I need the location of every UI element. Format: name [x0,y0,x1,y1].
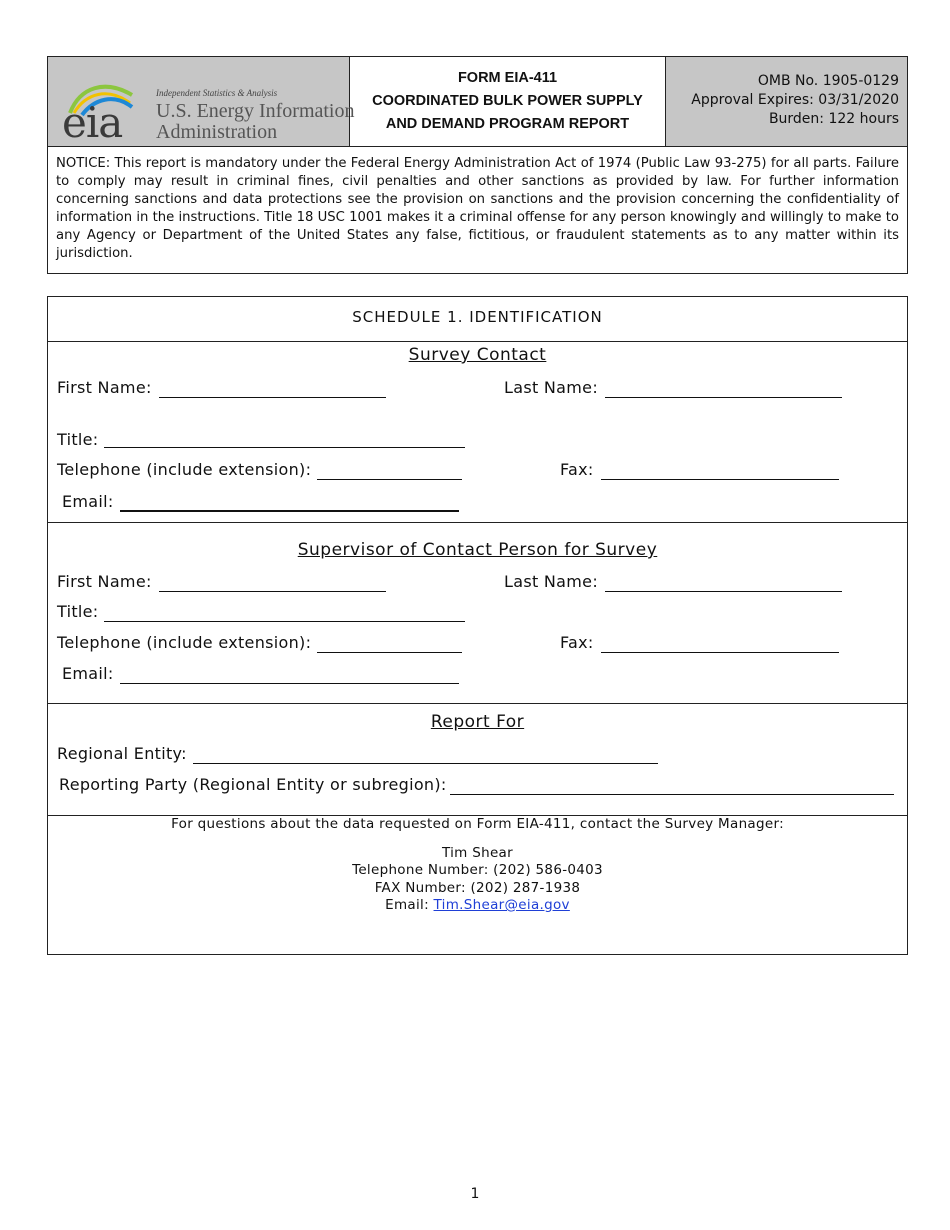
omb-info [666,57,907,146]
contact-telephone-label: Telephone (include extension): [57,460,312,479]
form-header [47,56,908,147]
form-title [350,57,666,146]
form-number: FORM EIA-411 [457,70,558,86]
manager-email-link[interactable]: Tim.Shear@eia.gov [433,897,570,913]
survey-contact-section [48,341,907,523]
contact-email-label: Email: [62,492,114,511]
eia-name-line1: U.S. Energy Information [156,100,355,122]
form-title-line3: AND DEMAND PROGRAM REPORT [385,116,630,132]
supervisor-first-name-label: First Name: [57,572,152,591]
supervisor-heading: Supervisor of Contact Person for Survey [297,540,658,560]
report-for-section [48,703,907,816]
contact-telephone-field[interactable] [317,479,462,480]
contact-fax-field[interactable] [601,479,839,480]
supervisor-title-field[interactable] [104,621,465,622]
schedule-identification [47,296,908,955]
supervisor-last-name-field[interactable] [605,591,842,592]
eia-logo [48,57,355,147]
contact-title-label: Title: [57,430,99,449]
notice-text: NOTICE: This report is mandatory under the Federal Energy Administration Act of 1974 (Public Law 93-275) for all parts. Failure to comply may result in criminal fines, civil penalties and other sanctions as provided by law. For further information concerning sanctions and data protections see the provision on sanctions and the provision concerning the confidentiality of information in the instructions. Title 18 USC 1001 makes it a criminal offense for any person knowingly and willingly to make to any Agency or Department of the United States any false, fictitious, or fraudulent statements as to any matter within its jurisdiction. [47,146,908,274]
manager-email-label: Email: [385,897,434,913]
manager-telephone: Telephone Number: (202) 586-0403 [352,862,603,878]
supervisor-fax-field[interactable] [601,652,839,653]
reporting-party-label: Reporting Party (Regional Entity or subregion): [59,775,447,794]
approval-expires: Approval Expires: 03/31/2020 [691,92,899,108]
eia-logo-text: eia [62,98,123,147]
supervisor-email-label: Email: [62,664,114,683]
contact-title-field[interactable] [104,447,465,448]
survey-contact-heading: Survey Contact [408,345,547,365]
supervisor-telephone-field[interactable] [317,652,462,653]
contact-first-name-label: First Name: [57,378,152,397]
supervisor-section [48,522,907,704]
schedule-title: SCHEDULE 1. IDENTIFICATION [48,297,907,342]
form-title-line2: COORDINATED BULK POWER SUPPLY [372,93,643,109]
eia-tagline: Independent Statistics & Analysis [156,88,278,98]
contact-first-name-field[interactable] [159,397,386,398]
contact-last-name-field[interactable] [605,397,842,398]
omb-number: OMB No. 1905-0129 [757,73,899,89]
supervisor-fax-label: Fax: [560,633,594,652]
report-for-heading: Report For [430,712,525,732]
manager-fax: FAX Number: (202) 287-1938 [374,879,581,896]
contact-fax-label: Fax: [560,460,594,479]
supervisor-last-name-label: Last Name: [504,572,599,591]
supervisor-title-label: Title: [57,602,99,621]
contact-last-name-label: Last Name: [504,378,599,397]
supervisor-email-field[interactable] [120,683,459,684]
contact-email-field[interactable] [120,510,459,512]
burden-hours: Burden: 122 hours [768,111,899,127]
regional-entity-field[interactable] [193,763,658,764]
supervisor-telephone-label: Telephone (include extension): [57,633,312,652]
page-number: 1 [470,1186,480,1202]
survey-manager-contact [48,816,907,915]
regional-entity-label: Regional Entity: [57,744,187,763]
eia-name-line2: Administration [156,121,278,143]
manager-name: Tim Shear [442,844,513,861]
contact-intro: For questions about the data requested on Form EIA-411, contact the Survey Manager: [171,816,784,832]
supervisor-first-name-field[interactable] [159,591,386,592]
manager-email-line [48,897,907,915]
reporting-party-field[interactable] [450,794,894,795]
